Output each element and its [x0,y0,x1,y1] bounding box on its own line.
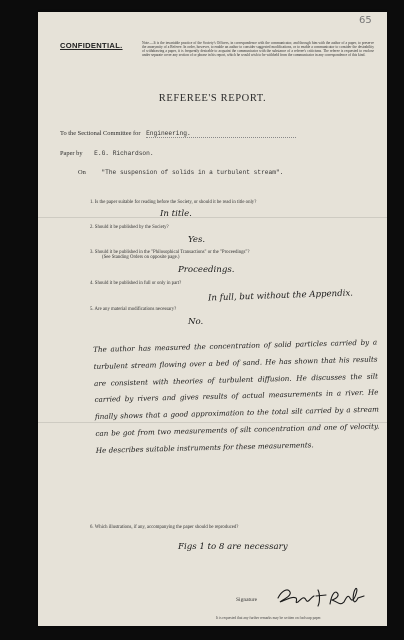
question-5: 5. Are any material modifications necessary? [90,307,177,312]
report-sheet [38,12,387,626]
question-3 [90,250,249,260]
answer-1: In title. [160,209,192,219]
question-3-note: (See Standing Orders on opposite page.) [102,255,180,260]
committee-label: To the Sectional Committee for [60,130,141,137]
on-label: On [78,169,86,176]
paper-label: Paper by [60,150,83,157]
fold-line [38,217,387,218]
answer-3: Proceedings. [178,265,235,275]
answer-4: In full, but without the Appendix. [207,288,354,304]
subject-line [78,169,283,176]
signature-label: Signature [236,597,258,603]
question-1: 1. Is the paper suitable for reading before the Society, or should it be read in title only? [90,200,257,205]
author-line [60,150,154,157]
committee-value: Engineering. [146,130,296,138]
confidential-heading: CONFIDENTIAL. [60,41,123,50]
report-title: REFEREE'S REPORT. [158,93,267,104]
page-number: 65 [359,15,372,26]
answer-5: No. [188,317,204,327]
answer-2: Yes. [188,235,206,245]
referee-signature [272,584,368,615]
question-3-text: 3. Should it be published in the "Philosophical Transactions" or the "Proceedings"? [90,250,250,255]
question-4: 4. Should it be published in full or only in part? [90,281,182,286]
question-2: 2. Should it be published by the Society? [90,225,169,230]
referee-comments: The author has measured the concentration of solid particles carried by a turbulent stream flowing over a bed of sand. He has shown that his results are consistent with theories of turbulent diffusion. He discusses the silt carried by rivers and gives results of actual measurements in a river. He finally shows that a good approximation to the total silt carried by a stream can be got from two measurements of silt concentration and one of velocity. He describes suitable instruments for these measurements. [93,337,380,455]
footnote: It is requested that any further remarks may be written on foolscap paper. [216,616,322,620]
handwritten-signature [272,584,368,610]
paper-author: E.G. Richardson. [94,150,154,157]
paper-title: "The suspension of solids in a turbulent stream". [101,169,284,176]
confidentiality-note: Note.—It is the invariable practice of the Society's Officers, in correspondence with the communicator, and through him with the author of a paper, to preserve the anonymity of a Referee. In order, however, to enable an author to consider suggested modifications, or to enable a communicator to consider the desirability of withdrawing a paper, it is frequently desirable to acquaint the communicator with the substance of a referee's criticisms. The referee is requested to enclose under separate cover any section of or phrase in his report, which he would wish to be withheld from the communicator in any correspondence of this kind. [142,41,374,58]
answer-6: Figs 1 to 8 are necessary [178,542,288,552]
question-6: 6. Which illustrations, if any, accompanying the paper should be reproduced? [90,525,239,530]
committee-line [60,130,296,138]
